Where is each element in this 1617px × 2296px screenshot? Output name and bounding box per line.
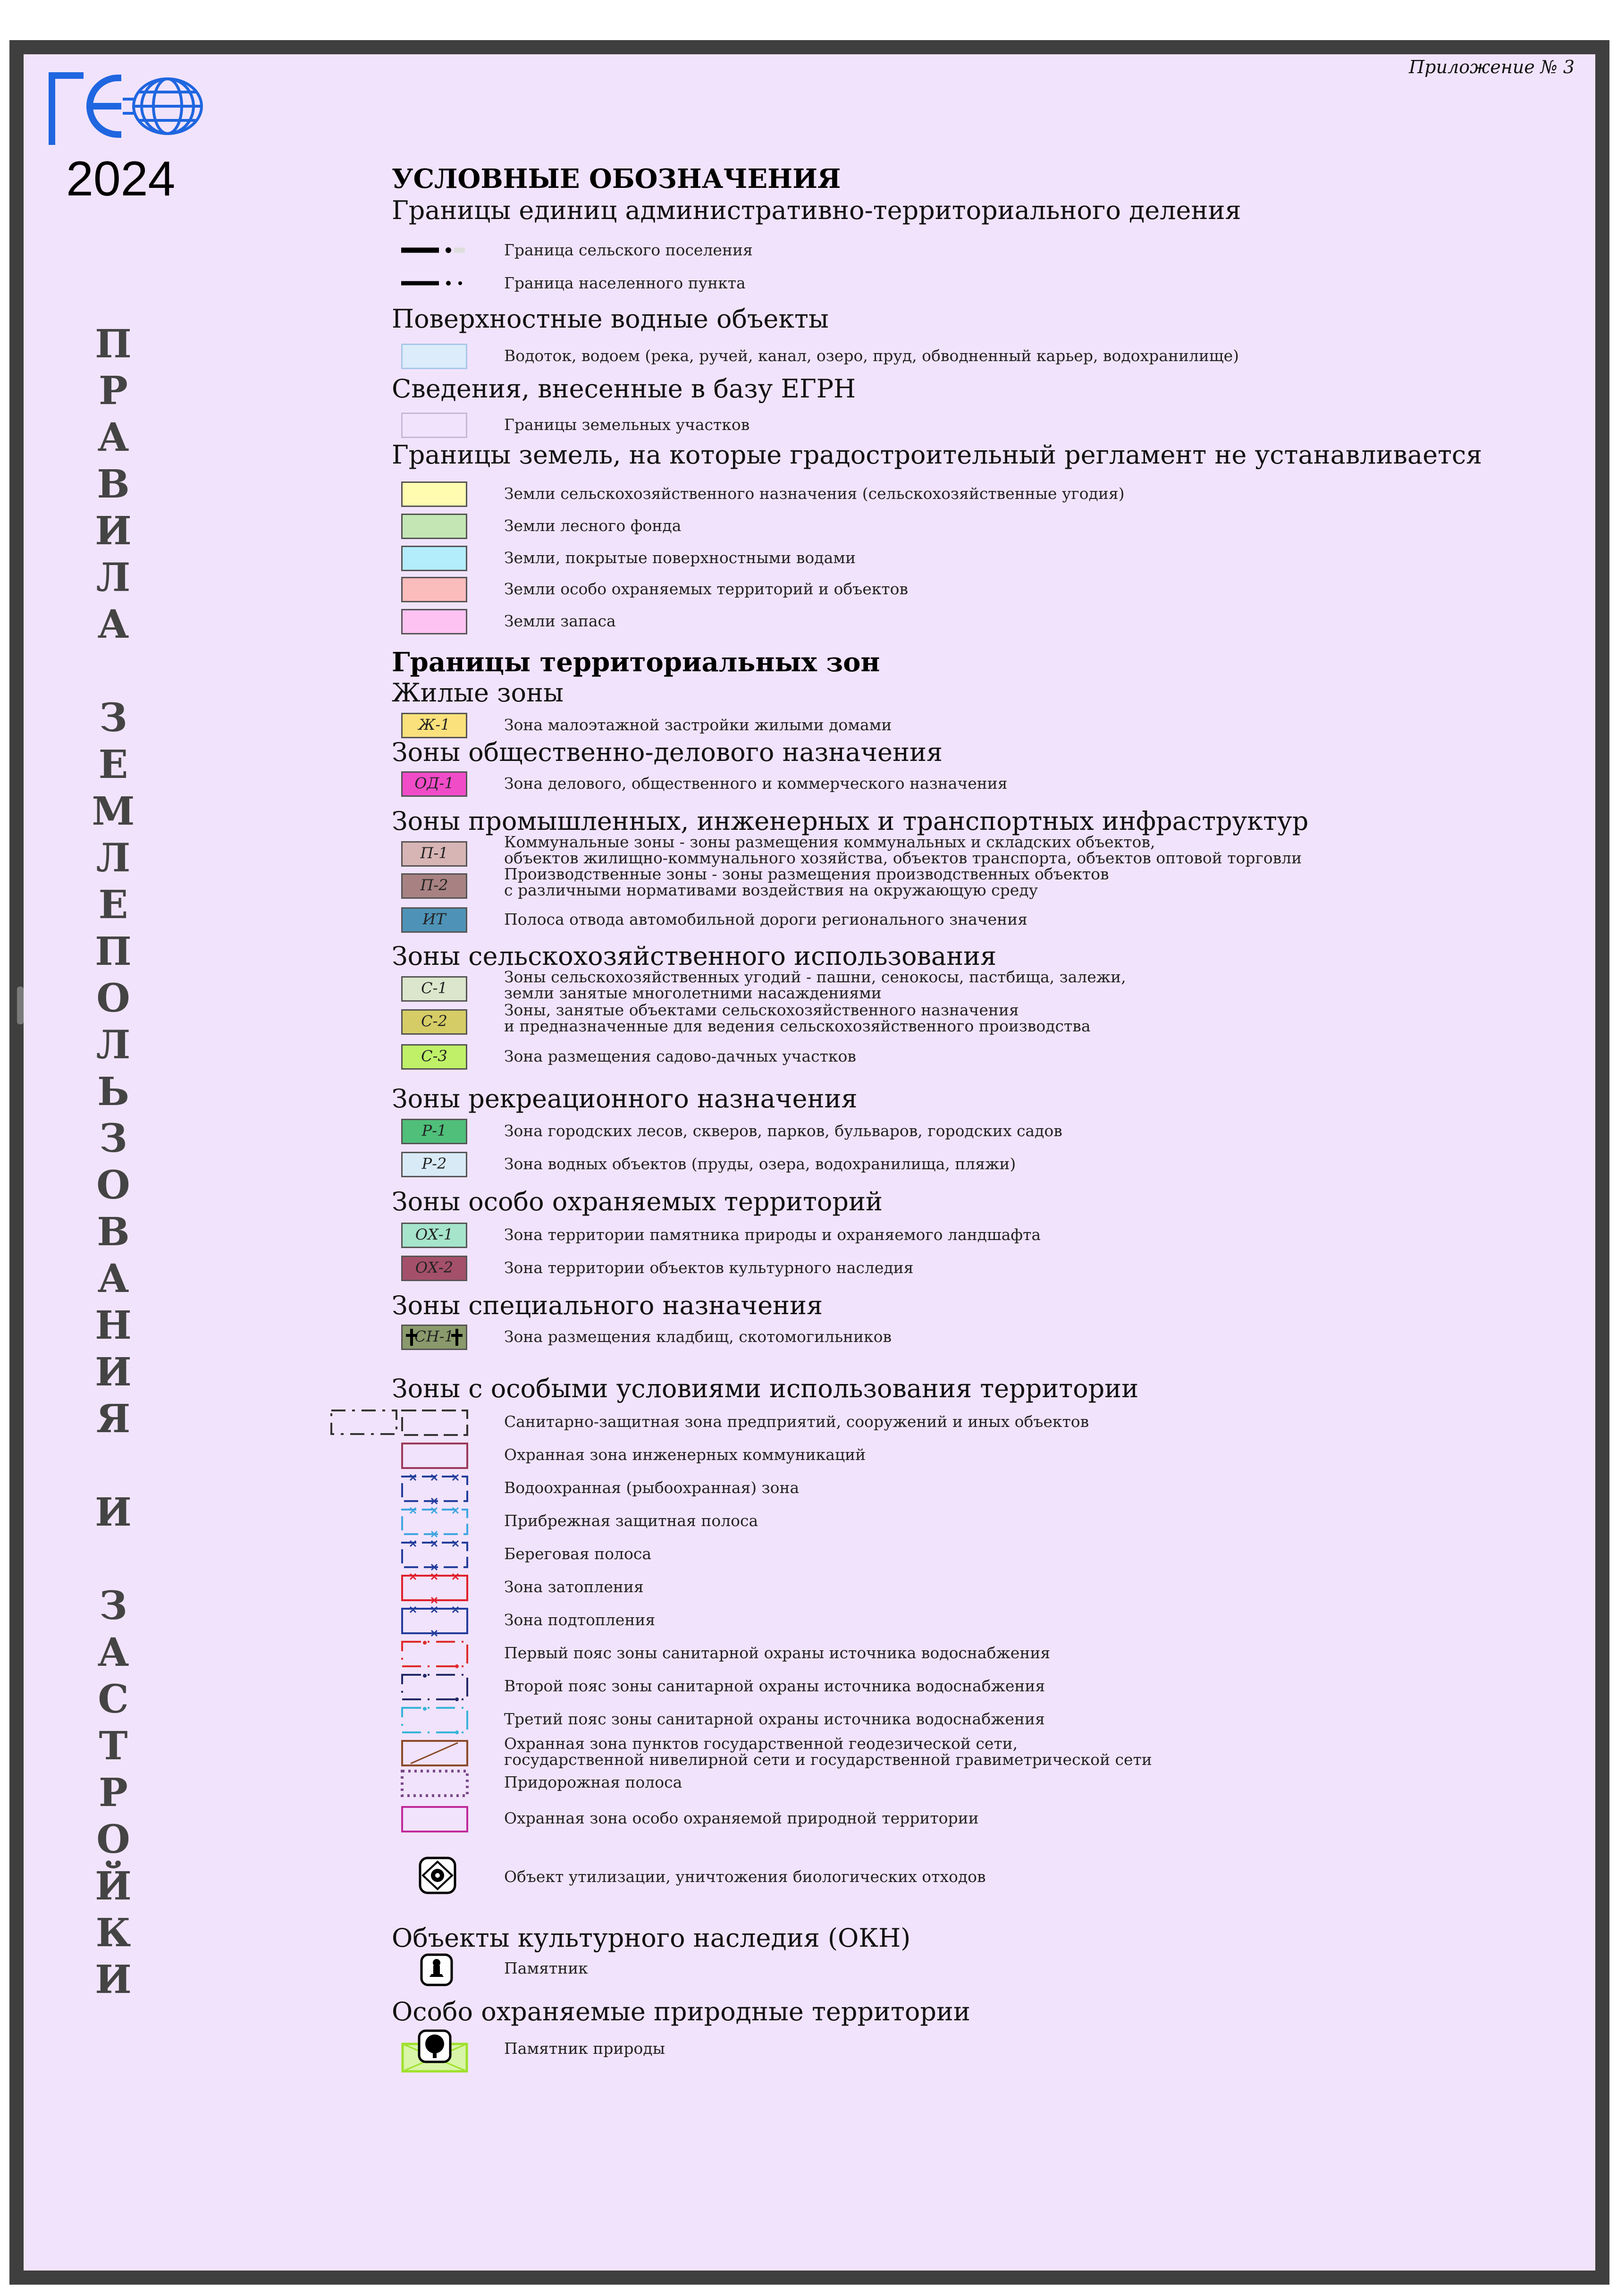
vertical-title-char: И (95, 508, 132, 554)
industrial_items-0-code: П-1 (420, 844, 448, 862)
oopt-item: Памятник природы (504, 2039, 665, 2058)
vertical-title-char: З (99, 1583, 127, 1629)
agri_items-1-code: С-2 (421, 1012, 447, 1030)
protected_items-0-code: ОХ-1 (415, 1225, 454, 1243)
vertical-title-char: А (97, 602, 129, 647)
land-item-label: Земли сельскохозяйственного назначения (сельскохозяйственные угодия) (504, 484, 1125, 503)
vertical-title-char: Я (96, 1396, 131, 1442)
year-label: 2024 (66, 152, 176, 206)
okn-item: Памятник (504, 1959, 588, 1977)
vertical-title-char: А (97, 1256, 129, 1301)
lands-heading: Границы земель, на которые градостроительный регламент не устанавливается (392, 440, 1482, 470)
vertical-title-char: В (97, 1209, 130, 1255)
zone-item-label: Зона городских лесов, скверов, парков, бульваров, городских садов (504, 1122, 1062, 1140)
land-3-swatch (401, 577, 467, 602)
zone-item-label: Зона делового, общественного и коммерческого назначения (504, 774, 1008, 793)
admin-heading: Границы единиц административно-территориального деления (392, 195, 1241, 225)
legend-title: УСЛОВНЫЕ ОБОЗНАЧЕНИЯ (392, 163, 841, 194)
condition-zone-symbol (401, 1806, 469, 1834)
condition-zone-symbol (401, 1443, 469, 1471)
land-item-label: Земли запаса (504, 612, 616, 630)
vertical-title-char: Ь (97, 1069, 129, 1114)
residential_items-0-code: Ж-1 (418, 716, 450, 734)
conditions-heading: Зоны с особыми условиями использования территории (392, 1374, 1139, 1403)
land-0-swatch (401, 481, 467, 507)
land-item-label: Земли особо охраняемых территорий и объектов (504, 580, 909, 598)
recreation_items-1-code: Р-2 (421, 1155, 447, 1173)
zone-item-label: с различными нормативами воздействия на окружающую среду (504, 881, 1038, 899)
residential-heading: Жилые зоны (392, 678, 564, 708)
condition-item-label: Охранная зона особо охраняемой природной территории (504, 1809, 979, 1827)
recreation-heading: Зоны рекреационного назначения (392, 1084, 858, 1114)
zone-item-label: Зона территории памятника природы и охраняемого ландшафта (504, 1225, 1041, 1244)
water-swatch (401, 344, 467, 369)
egrn-heading: Сведения, внесенные в базу ЕГРН (392, 374, 856, 404)
condition-item-label: Объект утилизации, уничтожения биологических отходов (504, 1867, 986, 1886)
monument-icon (420, 1953, 453, 1986)
condition-item-label: Водоохранная (рыбоохранная) зона (504, 1478, 800, 1497)
vertical-title-char: А (97, 1630, 129, 1675)
agri_items-2-code: С-3 (421, 1047, 447, 1065)
protected_items-1-code: ОХ-2 (415, 1258, 454, 1276)
condition-item-label: Прибрежная защитная полоса (504, 1511, 758, 1530)
vertical-title-char: Н (95, 1303, 132, 1348)
vertical-title-char: З (99, 695, 127, 741)
industrial_items-2-code: ИТ (422, 910, 446, 928)
zone-item-label: Зоны сельскохозяйственных угодий - пашни, сенокосы, пастбища, залежи, (504, 968, 1126, 986)
vertical-title-char: Л (96, 1022, 131, 1068)
condition-zone-symbol (401, 1509, 469, 1537)
zone-item-label: Зона размещения садово-дачных участков (504, 1047, 856, 1065)
zone-item-label: и предназначенные для ведения сельскохозяйственного производства (504, 1017, 1091, 1035)
recreation_items-0-code: Р-1 (421, 1122, 447, 1140)
vertical-title-char: Л (96, 836, 131, 881)
condition-zone-symbol (401, 1608, 469, 1636)
vertical-title-char: И (95, 1957, 132, 2002)
zone-item-label: Зона территории объектов культурного наследия (504, 1258, 914, 1277)
cross-icon (401, 1325, 467, 1350)
vertical-title-char: З (99, 1116, 127, 1161)
zone-item-label: Зона малоэтажной застройки жилыми домами (504, 716, 892, 734)
vertical-title-char: О (96, 1163, 130, 1208)
agri-heading: Зоны сельскохозяйственного использования (392, 941, 997, 971)
condition-item-label: Второй пояс зоны санитарной охраны источника водоснабжения (504, 1677, 1045, 1695)
condition-item-label: Зона подтопления (504, 1611, 656, 1629)
land-4-swatch (401, 609, 467, 634)
condition-zone-symbol (401, 1410, 469, 1438)
vertical-title-char: Л (96, 555, 131, 600)
water-heading: Поверхностные водные объекты (392, 304, 829, 334)
vertical-title-char: С (98, 1677, 129, 1722)
condition-item-label: Охранная зона инженерных коммуникаций (504, 1445, 866, 1464)
vertical-title-char: М (92, 789, 135, 834)
zone-item-label: Зона размещения кладбищ, скотомогильников (504, 1327, 892, 1346)
vertical-title-char: О (96, 1817, 130, 1862)
public-heading: Зоны общественно-делового назначения (392, 737, 943, 767)
oopt-heading: Особо охраняемые природные территории (392, 1997, 970, 2026)
nature-monument-symbol (401, 2029, 469, 2076)
zones-heading: Границы территориальных зон (392, 647, 880, 678)
okn-heading: Объекты культурного наследия (ОКН) (392, 1923, 911, 1953)
land-item-label: Земли лесного фонда (504, 516, 682, 535)
vertical-title-char: О (96, 976, 130, 1021)
condition-item-label: Первый пояс зоны санитарной охраны источника водоснабжения (504, 1644, 1051, 1662)
vertical-title-char: Й (95, 1864, 132, 1909)
sanitary-zone-extra-symbol (330, 1410, 399, 1436)
egrn-item: Границы земельных участков (504, 415, 750, 434)
vertical-title-char: И (95, 1350, 132, 1395)
condition-item-label: Санитарно-защитная зона предприятий, сооружений и иных объектов (504, 1412, 1089, 1431)
land-2-swatch (401, 546, 467, 571)
vertical-title-char: Е (98, 882, 128, 928)
condition-zone-symbol (401, 1740, 469, 1768)
condition-zone-symbol (401, 1674, 469, 1702)
condition-item-label: Третий пояс зоны санитарной охраны источника водоснабжения (504, 1710, 1045, 1728)
vertical-title-char: Р (99, 368, 128, 414)
biohazard-icon (401, 1855, 469, 1896)
industrial-heading: Зоны промышленных, инженерных и транспортных инфраструктур (392, 806, 1309, 836)
egrn-swatch (401, 413, 467, 438)
condition-zone-symbol (401, 1707, 469, 1735)
vertical-title-char: А (97, 415, 129, 460)
zone-item-label: Производственные зоны - зоны размещения производственных объектов (504, 865, 1109, 883)
vertical-title-char: Е (98, 742, 128, 787)
condition-item-label: Охранная зона пунктов государственной геодезической сети, (504, 1734, 1018, 1753)
condition-zone-symbol (401, 1641, 469, 1669)
admin-item-settlement: Граница населенного пункта (504, 274, 746, 292)
zone-item-label: Зона водных объектов (пруды, озера, водохранилища, пляжи) (504, 1155, 1016, 1173)
vertical-title-char: И (95, 1490, 132, 1535)
zone-item-label: объектов жилищно-коммунального хозяйства, объектов транспорта, объектов оптовой торговли (504, 849, 1302, 867)
land-1-swatch (401, 514, 467, 539)
condition-item-label: Береговая полоса (504, 1545, 652, 1563)
rural-border-symbol (401, 243, 472, 257)
vertical-title-char: Р (99, 1770, 128, 1815)
condition-zone-symbol (401, 1770, 469, 1798)
appendix-label: Приложение № 3 (1409, 57, 1575, 77)
zone-item-label: Коммунальные зоны - зоны размещения коммунальных и складских объектов, (504, 833, 1155, 851)
public_items-0-code: ОД-1 (414, 774, 454, 792)
protected-heading: Зоны особо охраняемых территорий (392, 1187, 883, 1216)
zone-item-label: Полоса отвода автомобильной дороги регионального значения (504, 910, 1027, 929)
vertical-title-char: В (97, 462, 130, 507)
condition-zone-symbol (401, 1542, 469, 1570)
special-heading: Зоны специального назначения (392, 1291, 823, 1320)
condition-item-label: Зона затопления (504, 1578, 644, 1596)
condition-zone-symbol (401, 1476, 469, 1504)
agri_items-0-code: С-1 (421, 979, 447, 997)
zone-item-label: земли занятые многолетними насаждениями (504, 984, 882, 1002)
industrial_items-1-code: П-2 (420, 876, 448, 894)
condition-item-label: государственной нивелирной сети и государственной гравиметрической сети (504, 1750, 1152, 1769)
land-item-label: Земли, покрытые поверхностными водами (504, 549, 856, 567)
condition-item-label: Придорожная полоса (504, 1773, 682, 1791)
vertical-title-char: К (95, 1910, 131, 1956)
condition-zone-symbol (401, 1575, 469, 1603)
special_items-0-code: СН-1 (414, 1327, 454, 1345)
vertical-title-char: Т (99, 1723, 128, 1769)
vertical-title-char: П (95, 321, 132, 367)
vertical-title-char: П (95, 929, 132, 974)
admin-item-rural: Граница сельского поселения (504, 241, 753, 259)
settlement-border-symbol (401, 276, 472, 290)
zone-item-label: Зоны, занятые объектами сельскохозяйственного назначения (504, 1001, 1019, 1019)
water-item: Водоток, водоем (река, ручей, канал, озеро, пруд, обводненный карьер, водохранилище) (504, 346, 1239, 365)
